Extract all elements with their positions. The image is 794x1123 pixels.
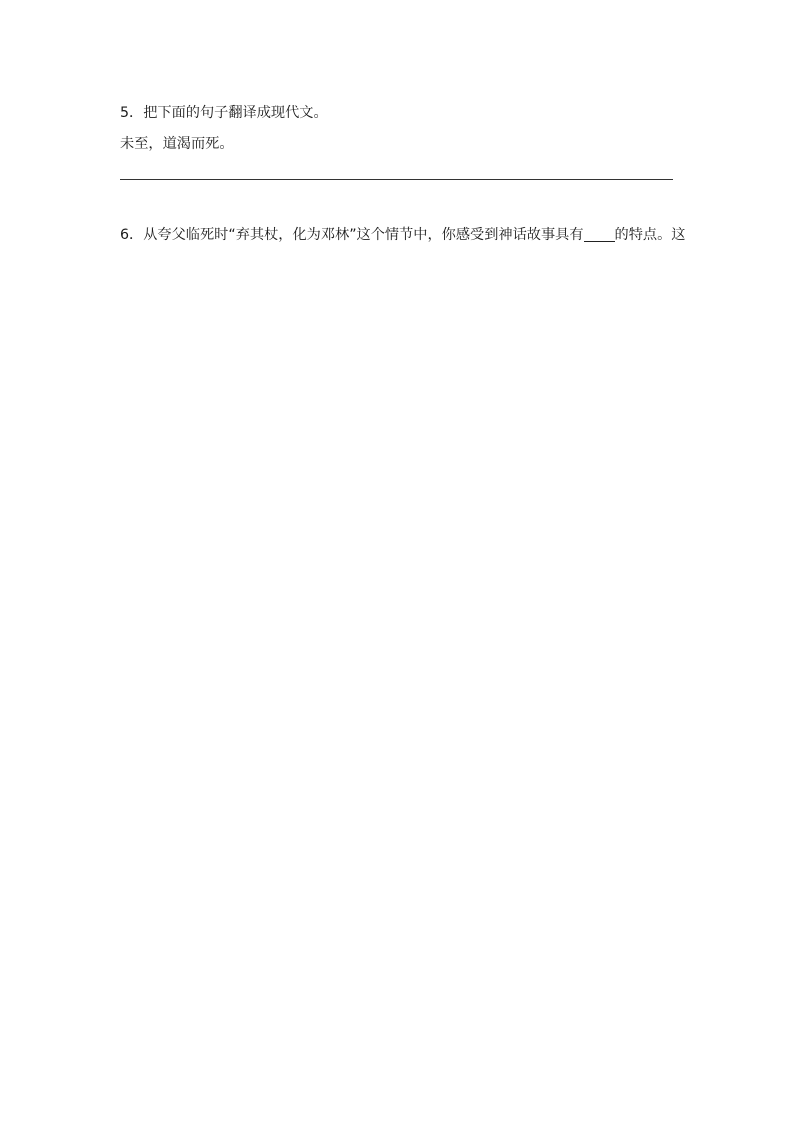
q6-blank-feature[interactable] — [584, 226, 615, 242]
q5-prompt: 5．把下面的句子翻译成现代文。 — [120, 105, 328, 121]
q5-answer-line[interactable] — [120, 179, 673, 180]
q5-sentence: 未至，道渴而死。 — [120, 136, 234, 152]
q6-line1-text-a: 6．从夸父临死时“弃其杖，化为邓林”这个情节中，你感受到神话故事具有 — [120, 227, 584, 243]
q6-line1 — [120, 225, 686, 245]
q6-line1-text-b: 的特点。这 — [614, 227, 686, 243]
